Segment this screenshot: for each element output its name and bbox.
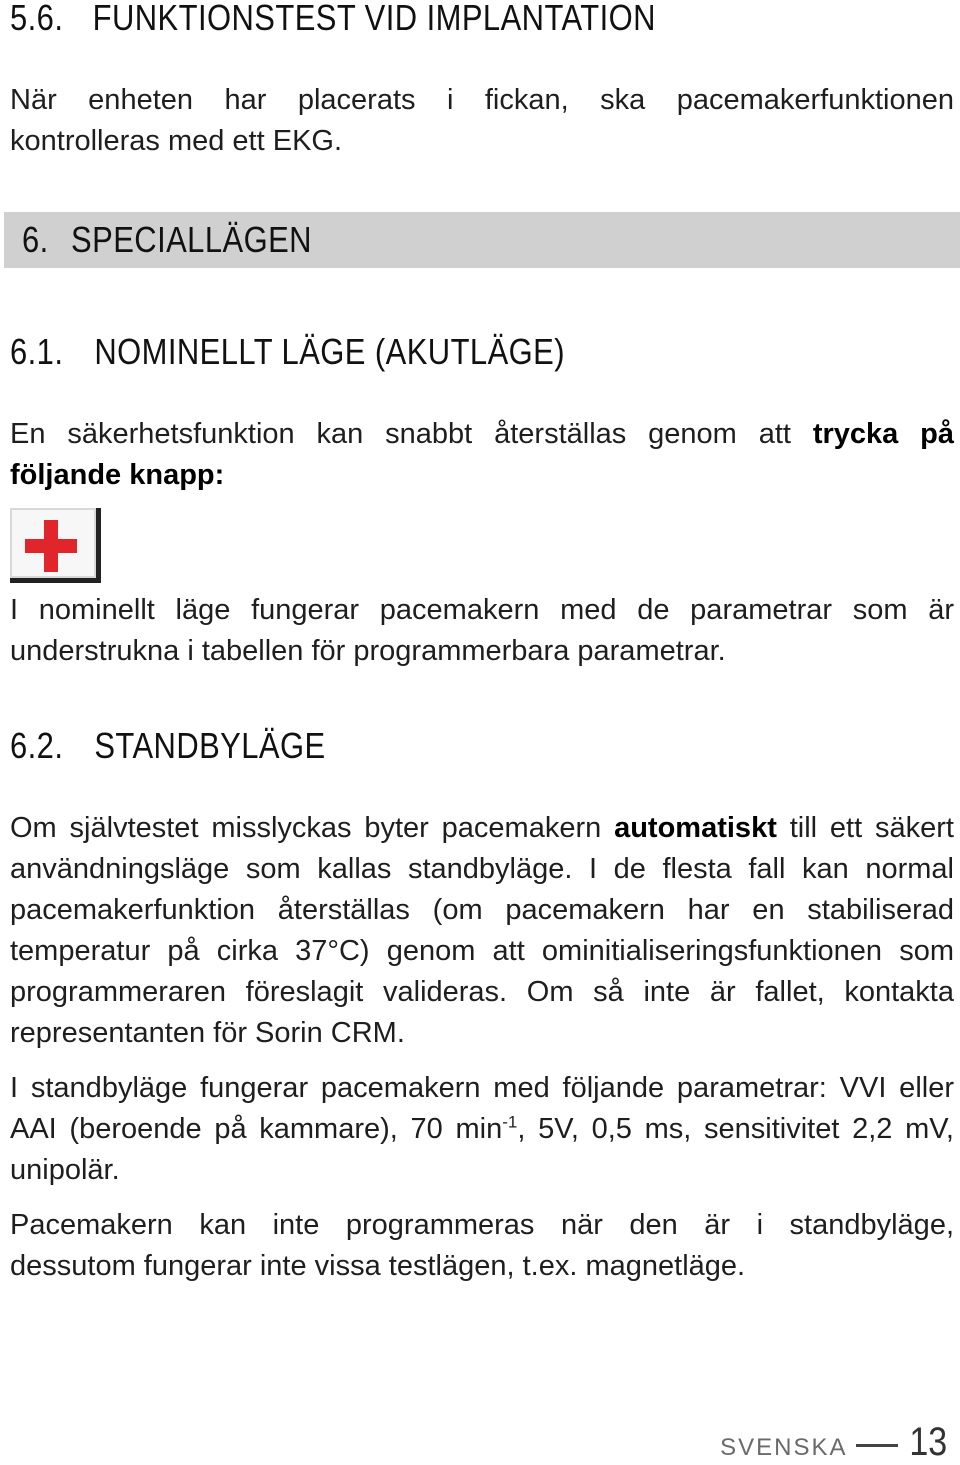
section-number: 6.2. (10, 725, 64, 766)
text-line: I standbyläge fungerar pacemakern med följande parametrar: VVI eller (10, 1072, 954, 1104)
emergency-button[interactable] (10, 508, 101, 583)
text-line: användningsläge som kallas standbyläge. I de flesta fall kan normal (10, 853, 954, 885)
section-6-2-paragraph-2 (10, 1068, 954, 1191)
section-title: NOMINELLT LÄGE (AKUTLÄGE) (94, 331, 565, 372)
footer-divider (856, 1444, 898, 1447)
text-line: Pacemakern kan inte programmeras när den är i standbyläge, (10, 1209, 954, 1241)
chapter-number: 6. (22, 219, 49, 260)
section-number: 6.1. (10, 331, 64, 372)
text-line: I nominellt läge fungerar pacemakern med de parametrar som är (10, 594, 954, 626)
text-span: En säkerhetsfunktion kan snabbt återställas genom att (10, 418, 791, 450)
text-line: representanten för Sorin CRM. (10, 1017, 405, 1049)
emphasis-text: automatiskt (614, 812, 777, 844)
footer-language: SVENSKA (720, 1434, 848, 1461)
chapter-6-heading (22, 218, 312, 262)
emphasis-text: följande knapp: (10, 459, 225, 491)
superscript: -1 (502, 1112, 518, 1132)
section-6-1-paragraph-1 (10, 414, 954, 496)
text-span: , 5V, 0,5 ms, sensitivitet 2,2 mV, (517, 1113, 954, 1145)
text-line (10, 414, 954, 455)
section-6-1-paragraph-2 (10, 590, 954, 672)
page-footer (720, 1420, 950, 1465)
text-line: dessutom fungerar inte vissa testlägen, t.ex. magnetläge. (10, 1250, 746, 1282)
section-title: STANDBYLÄGE (94, 725, 326, 766)
text-line (10, 1109, 954, 1150)
text-line: När enheten har placerats i fickan, ska pacemakerfunktionen (10, 84, 954, 116)
chapter-6-banner (4, 212, 960, 268)
text-line: pacemakerfunktion återställas (om pacemakern har en stabiliserad (10, 894, 954, 926)
text-line: temperatur på cirka 37°C) genom att ominitialiseringsfunktionen som (10, 935, 954, 967)
text-span: AAI (beroende på kammare), 70 min (10, 1113, 503, 1145)
page-number: 13 (908, 1420, 947, 1464)
section-6-2-paragraph-1 (10, 808, 954, 1054)
text-span: Om självtestet misslyckas byter pacemakern (10, 812, 602, 844)
section-6-1-heading (10, 330, 565, 374)
chapter-title: SPECIALLÄGEN (71, 219, 312, 260)
emphasis-text: trycka på (812, 418, 955, 450)
section-number: 5.6. (10, 0, 64, 38)
text-span: till ett säkert (789, 812, 954, 844)
text-line: unipolär. (10, 1154, 120, 1186)
text-line: programmeraren föreslagit valideras. Om så inte är fallet, kontakta (10, 976, 954, 1008)
section-5-6-heading (10, 0, 656, 40)
section-title: FUNKTIONSTEST VID IMPLANTATION (92, 0, 656, 38)
text-line: understrukna i tabellen för programmerbara parametrar. (10, 635, 726, 667)
text-line (10, 808, 954, 849)
section-6-2-paragraph-3 (10, 1205, 954, 1287)
intro-paragraph (10, 80, 954, 162)
text-line: kontrolleras med ett EKG. (10, 125, 343, 157)
section-6-2-heading (10, 724, 326, 768)
